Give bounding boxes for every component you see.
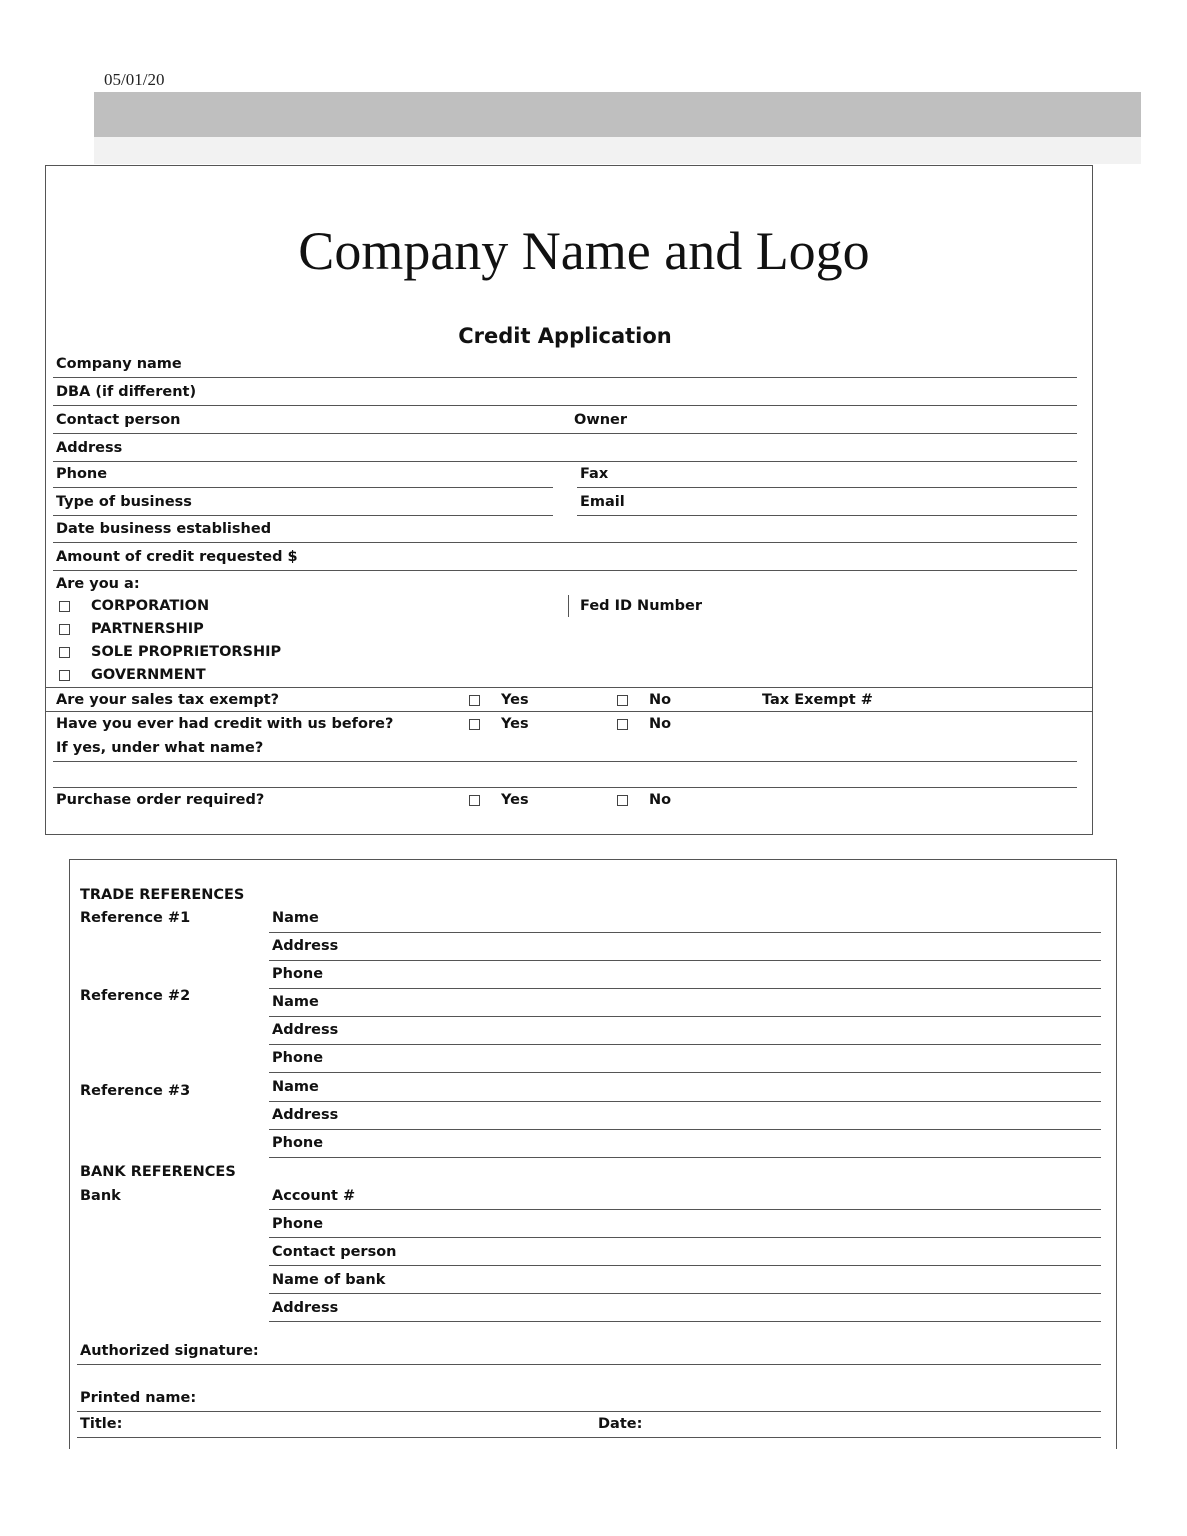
option-government: GOVERNMENT <box>91 667 206 683</box>
label-prior-credit: Have you ever had credit with us before? <box>56 716 394 732</box>
option-sole-proprietorship: SOLE PROPRIETORSHIP <box>91 644 282 660</box>
printed-name-input[interactable] <box>77 1411 1101 1412</box>
ref1-address-input[interactable] <box>269 960 1101 961</box>
label-phone: Phone <box>56 466 108 482</box>
bank-name-input[interactable] <box>269 1293 1101 1294</box>
signature-input[interactable] <box>77 1364 1101 1365</box>
label-owner: Owner <box>574 412 628 428</box>
label-prior-name: If yes, under what name? <box>56 740 264 756</box>
label-type-of-business: Type of business <box>56 494 192 510</box>
input-address[interactable] <box>53 461 1077 462</box>
checkbox-prior-credit-yes[interactable] <box>469 719 480 730</box>
checkbox-corporation[interactable] <box>59 601 70 612</box>
ref3-phone-input[interactable] <box>269 1157 1101 1158</box>
input-phone[interactable] <box>53 487 553 488</box>
title-date-input[interactable] <box>77 1437 1101 1438</box>
ref3-address-label: Address <box>272 1107 339 1123</box>
label-tax-exempt: Are your sales tax exempt? <box>56 692 280 708</box>
reference-2-label: Reference #2 <box>80 988 191 1004</box>
label-entity-question: Are you a: <box>56 576 140 592</box>
ref2-phone-label: Phone <box>272 1050 324 1066</box>
checkbox-sole-proprietorship[interactable] <box>59 647 70 658</box>
date-label: Date: <box>598 1416 643 1432</box>
bank-address-label: Address <box>272 1300 339 1316</box>
ref2-name-input[interactable] <box>269 1016 1101 1017</box>
label-no: No <box>649 692 672 708</box>
label-fax: Fax <box>580 466 609 482</box>
ref2-phone-input[interactable] <box>269 1072 1101 1073</box>
bank-account-label: Account # <box>272 1188 356 1204</box>
checkbox-tax-exempt-no[interactable] <box>617 695 628 706</box>
printed-name-label: Printed name: <box>80 1390 197 1406</box>
option-partnership: PARTNERSHIP <box>91 621 204 637</box>
input-company-name[interactable] <box>53 377 1077 378</box>
reference-1-label: Reference #1 <box>80 910 191 926</box>
label-tax-exempt-number[interactable]: Tax Exempt # <box>762 692 873 708</box>
option-corporation: CORPORATION <box>91 598 210 614</box>
bank-name-label: Name of bank <box>272 1272 386 1288</box>
checkbox-po-no[interactable] <box>617 795 628 806</box>
bank-references-heading: BANK REFERENCES <box>80 1164 236 1180</box>
title-label: Title: <box>80 1416 123 1432</box>
references-section <box>69 859 1117 1449</box>
bank-address-input[interactable] <box>269 1321 1101 1322</box>
checkbox-partnership[interactable] <box>59 624 70 635</box>
label-company-name: Company name <box>56 356 182 372</box>
input-date-established[interactable] <box>53 542 1077 543</box>
ref1-address-label: Address <box>272 938 339 954</box>
document-date: 05/01/20 <box>104 70 165 89</box>
checkbox-prior-credit-no[interactable] <box>617 719 628 730</box>
ref3-name-input[interactable] <box>269 1101 1101 1102</box>
ref3-name-label: Name <box>272 1079 319 1095</box>
bank-label: Bank <box>80 1188 121 1204</box>
input-credit-amount[interactable] <box>53 570 1077 571</box>
ref1-phone-input[interactable] <box>269 988 1101 989</box>
bank-phone-label: Phone <box>272 1216 324 1232</box>
checkbox-tax-exempt-yes[interactable] <box>469 695 480 706</box>
label-email: Email <box>580 494 625 510</box>
input-fax[interactable] <box>577 487 1077 488</box>
label-yes: Yes <box>501 692 529 708</box>
header-subband <box>94 137 1141 164</box>
checkbox-po-yes[interactable] <box>469 795 480 806</box>
label-yes: Yes <box>501 716 529 732</box>
label-yes: Yes <box>501 792 529 808</box>
label-fed-id[interactable]: Fed ID Number <box>580 598 702 614</box>
label-contact-person: Contact person <box>56 412 181 428</box>
input-email[interactable] <box>577 515 1077 516</box>
ref3-phone-label: Phone <box>272 1135 324 1151</box>
ref3-address-input[interactable] <box>269 1129 1101 1130</box>
signature-label: Authorized signature: <box>80 1343 259 1359</box>
divider <box>45 711 1093 712</box>
bank-contact-label: Contact person <box>272 1244 397 1260</box>
form-title: Credit Application <box>458 324 672 348</box>
bank-account-input[interactable] <box>269 1209 1101 1210</box>
ref2-address-label: Address <box>272 1022 339 1038</box>
divider <box>45 687 1093 688</box>
company-name-logo: Company Name and Logo <box>298 221 870 281</box>
input-type-of-business[interactable] <box>53 515 553 516</box>
label-po-required: Purchase order required? <box>56 792 265 808</box>
label-credit-amount: Amount of credit requested $ <box>56 549 298 565</box>
reference-3-label: Reference #3 <box>80 1083 191 1099</box>
checkbox-government[interactable] <box>59 670 70 681</box>
label-no: No <box>649 792 672 808</box>
ref2-name-label: Name <box>272 994 319 1010</box>
label-dba: DBA (if different) <box>56 384 197 400</box>
fed-id-divider <box>568 595 569 617</box>
input-prior-name-2[interactable] <box>53 787 1077 788</box>
label-no: No <box>649 716 672 732</box>
trade-references-heading: TRADE REFERENCES <box>80 887 245 903</box>
label-date-established: Date business established <box>56 521 272 537</box>
input-contact-owner[interactable] <box>53 433 1077 434</box>
ref1-phone-label: Phone <box>272 966 324 982</box>
ref2-address-input[interactable] <box>269 1044 1101 1045</box>
bank-phone-input[interactable] <box>269 1237 1101 1238</box>
input-dba[interactable] <box>53 405 1077 406</box>
ref1-name-label: Name <box>272 910 319 926</box>
input-prior-name[interactable] <box>53 761 1077 762</box>
ref1-name-input[interactable] <box>269 932 1101 933</box>
bank-contact-input[interactable] <box>269 1265 1101 1266</box>
header-band <box>94 92 1141 137</box>
label-address: Address <box>56 440 123 456</box>
